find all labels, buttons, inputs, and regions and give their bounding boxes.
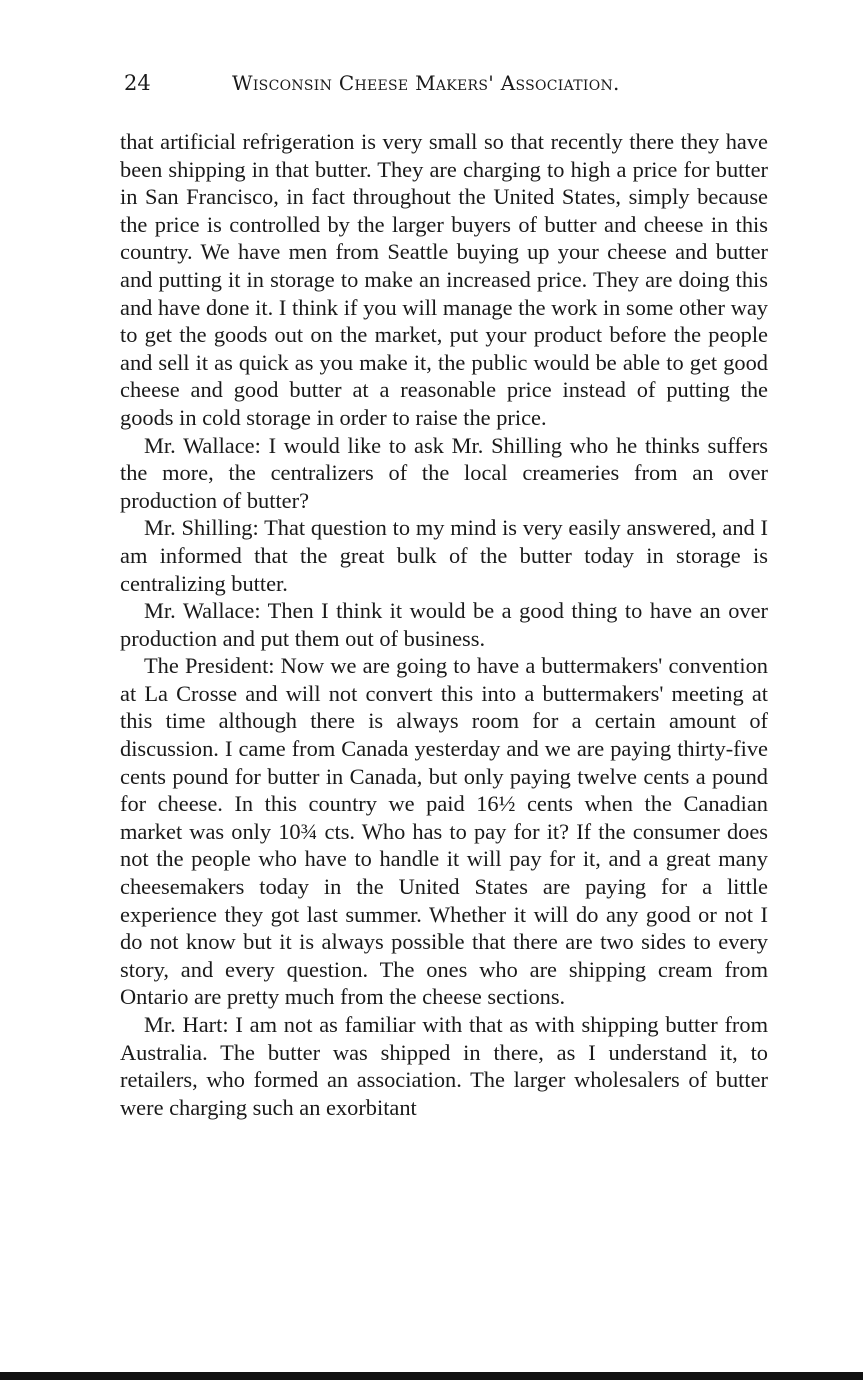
scan-bottom-border xyxy=(0,1372,863,1380)
body-text xyxy=(120,128,768,1121)
paragraph-continued: that artificial refrigeration is very small so that recently there they have been shipping in that butter. They are charging to high a price for butter in San Francisco, in fact throughout the United States, simply because the price is controlled by the larger buyers of butter and cheese in this country. We have men from Seattle buying up your cheese and butter and putting it in storage to make an increased price. They are doing this and have done it. I think if you will manage the work in some other way to get the goods out on the market, put your product before the people and sell it as quick as you make it, the public would be able to get good cheese and good butter at a reasonable price instead of putting the goods in cold storage in order to raise the price. xyxy=(120,129,768,430)
page-number: 24 xyxy=(124,71,151,95)
running-head xyxy=(122,70,772,104)
paragraph-wallace-question: Mr. Wallace: I would like to ask Mr. Shilling who he thinks suffers the more, the centralizers of the local creameries from an over production of butter? xyxy=(120,432,768,513)
running-title: Wisconsin Cheese Makers' Association. xyxy=(232,71,620,95)
paragraph-hart: Mr. Hart: I am not as familiar with that as with shipping butter from Australia. The butter was shipped in there, as I understand it, to retailers, who formed an association. The larger wholesalers of butter were charging such an exorbitant xyxy=(120,1012,768,1120)
paragraph-shilling-answer: Mr. Shilling: That question to my mind is very easily answered, and I am informed that the great bulk of the butter today in storage is centralizing butter. xyxy=(120,515,768,596)
paragraph-president: The President: Now we are going to have a buttermakers' convention at La Crosse and will not convert this into a buttermakers' meeting at this time although there is always room for a certain amount of discussion. I came from Canada yesterday and we are paying thirty-five cents pound for butter in Canada, but only paying twelve cents a pound for cheese. In this country we paid 16½ cents when the Canadian market was only 10¾ cts. Who has to pay for it? If the consumer does not the people who have to handle it will pay for it, and a great many cheesemakers today in the United States are paying for a little experience they got last summer. Whether it will do any good or not I do not know but it is always possible that there are two sides to every story, and every question. The ones who are shipping cream from Ontario are pretty much from the cheese sections. xyxy=(120,653,768,1010)
paragraph-wallace-reply: Mr. Wallace: Then I think it would be a good thing to have an over production and put them out of business. xyxy=(120,598,768,651)
